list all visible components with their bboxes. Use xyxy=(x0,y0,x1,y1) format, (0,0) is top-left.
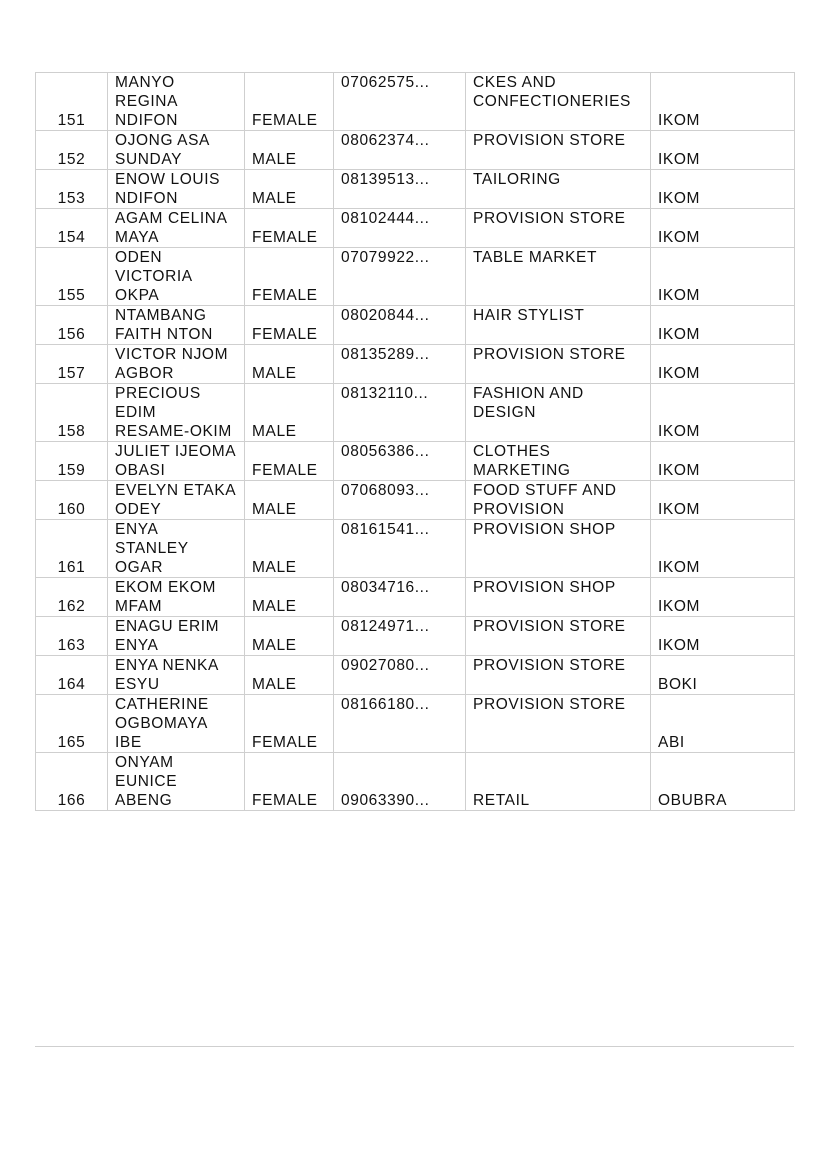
gender-cell-text: MALE xyxy=(252,151,297,168)
name-cell xyxy=(108,520,245,578)
table-row xyxy=(36,695,795,753)
business-cell-text: PROVISION STORE xyxy=(473,132,626,149)
business-cell xyxy=(466,131,651,170)
table-row xyxy=(36,384,795,442)
gender-cell xyxy=(245,345,334,384)
gender-cell xyxy=(245,209,334,248)
records-table-body xyxy=(36,73,795,811)
phone-cell-text: 09063390... xyxy=(341,792,430,809)
gender-cell-text: MALE xyxy=(252,559,297,576)
business-cell xyxy=(466,209,651,248)
gender-cell-text: FEMALE xyxy=(252,229,318,246)
phone-cell-text: 08132110... xyxy=(341,385,429,402)
name-cell-text: EVELYN ETAKA ODEY xyxy=(115,482,237,518)
business-cell xyxy=(466,656,651,695)
gender-cell-text: MALE xyxy=(252,423,297,440)
gender-cell-text: MALE xyxy=(252,365,297,382)
phone-cell xyxy=(334,442,466,481)
row-number-text: 160 xyxy=(57,501,86,518)
lga-cell xyxy=(651,306,795,345)
gender-cell-text: FEMALE xyxy=(252,287,318,304)
phone-cell-text: 08161541... xyxy=(341,521,430,538)
business-cell-text: PROVISION STORE xyxy=(473,346,626,363)
business-cell-text: TAILORING xyxy=(473,171,561,188)
lga-cell-text: IKOM xyxy=(658,326,701,343)
row-number-text: 158 xyxy=(57,423,86,440)
phone-cell xyxy=(334,578,466,617)
business-cell xyxy=(466,248,651,306)
table-row xyxy=(36,617,795,656)
lga-cell xyxy=(651,656,795,695)
lga-cell-text: IKOM xyxy=(658,365,701,382)
gender-cell-text: FEMALE xyxy=(252,792,318,809)
gender-cell xyxy=(245,170,334,209)
business-cell-text: FASHION AND DESIGN xyxy=(473,385,584,421)
gender-cell-text: MALE xyxy=(252,501,297,518)
name-cell xyxy=(108,753,245,811)
name-cell-text: CATHERINE OGBOMAYA IBE xyxy=(115,696,209,751)
phone-cell-text: 08056386... xyxy=(341,443,430,460)
business-cell-text: TABLE MARKET xyxy=(473,249,598,266)
business-cell xyxy=(466,384,651,442)
name-cell xyxy=(108,578,245,617)
lga-cell-text: ABI xyxy=(658,734,685,751)
row-number xyxy=(36,384,108,442)
lga-cell xyxy=(651,170,795,209)
row-number-text: 159 xyxy=(57,462,86,479)
lga-cell-text: IKOM xyxy=(658,190,701,207)
name-cell-text: MANYO REGINA NDIFON xyxy=(115,74,179,129)
row-number-text: 163 xyxy=(57,637,86,654)
name-cell-text: ENAGU ERIM ENYA xyxy=(115,618,220,654)
gender-cell xyxy=(245,73,334,131)
name-cell xyxy=(108,481,245,520)
business-cell xyxy=(466,695,651,753)
phone-cell-text: 08062374... xyxy=(341,132,430,149)
row-number xyxy=(36,345,108,384)
row-number xyxy=(36,578,108,617)
table-row xyxy=(36,170,795,209)
business-cell-text: PROVISION SHOP xyxy=(473,521,616,538)
lga-cell-text: IKOM xyxy=(658,501,701,518)
business-cell xyxy=(466,306,651,345)
name-cell xyxy=(108,695,245,753)
lga-cell-text: IKOM xyxy=(658,462,701,479)
row-number xyxy=(36,306,108,345)
phone-cell xyxy=(334,345,466,384)
lga-cell-text: IKOM xyxy=(658,598,701,615)
lga-cell xyxy=(651,131,795,170)
gender-cell xyxy=(245,306,334,345)
row-number-text: 154 xyxy=(57,229,86,246)
row-number-text: 153 xyxy=(57,190,86,207)
table-row xyxy=(36,442,795,481)
name-cell xyxy=(108,170,245,209)
gender-cell-text: MALE xyxy=(252,190,297,207)
lga-cell-text: BOKI xyxy=(658,676,698,693)
table-row xyxy=(36,578,795,617)
phone-cell-text: 08139513... xyxy=(341,171,430,188)
gender-cell xyxy=(245,617,334,656)
name-cell xyxy=(108,209,245,248)
name-cell-text: EKOM EKOM MFAM xyxy=(115,579,216,615)
row-number xyxy=(36,131,108,170)
footer-divider xyxy=(35,1046,794,1047)
name-cell-text: VICTOR NJOM AGBOR xyxy=(115,346,229,382)
gender-cell xyxy=(245,695,334,753)
row-number-text: 151 xyxy=(57,112,86,129)
table-row xyxy=(36,345,795,384)
row-number-text: 155 xyxy=(57,287,86,304)
business-cell xyxy=(466,170,651,209)
row-number-text: 157 xyxy=(57,365,86,382)
phone-cell xyxy=(334,695,466,753)
name-cell xyxy=(108,131,245,170)
name-cell-text: ENOW LOUIS NDIFON xyxy=(115,171,221,207)
business-cell xyxy=(466,578,651,617)
business-cell xyxy=(466,442,651,481)
lga-cell-text: IKOM xyxy=(658,229,701,246)
row-number xyxy=(36,520,108,578)
gender-cell xyxy=(245,481,334,520)
lga-cell-text: IKOM xyxy=(658,423,701,440)
name-cell xyxy=(108,384,245,442)
row-number xyxy=(36,481,108,520)
table-row xyxy=(36,131,795,170)
business-cell-text: FOOD STUFF AND PROVISION xyxy=(473,482,617,518)
name-cell xyxy=(108,73,245,131)
row-number xyxy=(36,248,108,306)
phone-cell xyxy=(334,656,466,695)
row-number-text: 165 xyxy=(57,734,86,751)
business-cell-text: PROVISION STORE xyxy=(473,210,626,227)
phone-cell xyxy=(334,170,466,209)
records-table xyxy=(35,72,795,811)
lga-cell-text: IKOM xyxy=(658,559,701,576)
phone-cell-text: 07062575... xyxy=(341,74,430,91)
phone-cell xyxy=(334,617,466,656)
name-cell-text: JULIET IJEOMA OBASI xyxy=(115,443,237,479)
business-cell-text: HAIR STYLIST xyxy=(473,307,585,324)
business-cell-text: CKES AND CONFECTIONERIES xyxy=(473,74,631,110)
name-cell-text: ENYA NENKA ESYU xyxy=(115,657,219,693)
gender-cell xyxy=(245,578,334,617)
table-row xyxy=(36,753,795,811)
lga-cell xyxy=(651,695,795,753)
lga-cell xyxy=(651,345,795,384)
table-row xyxy=(36,481,795,520)
lga-cell xyxy=(651,384,795,442)
name-cell-text: ODEN VICTORIA OKPA xyxy=(115,249,193,304)
phone-cell-text: 09027080... xyxy=(341,657,430,674)
lga-cell-text: IKOM xyxy=(658,287,701,304)
gender-cell-text: FEMALE xyxy=(252,326,318,343)
business-cell-text: PROVISION STORE xyxy=(473,657,626,674)
gender-cell xyxy=(245,753,334,811)
name-cell xyxy=(108,345,245,384)
row-number xyxy=(36,617,108,656)
phone-cell-text: 07068093... xyxy=(341,482,430,499)
phone-cell xyxy=(334,481,466,520)
lga-cell-text: OBUBRA xyxy=(658,792,728,809)
name-cell-text: NTAMBANG FAITH NTON xyxy=(115,307,213,343)
phone-cell xyxy=(334,131,466,170)
gender-cell xyxy=(245,656,334,695)
lga-cell xyxy=(651,481,795,520)
business-cell-text: PROVISION STORE xyxy=(473,618,626,635)
lga-cell-text: IKOM xyxy=(658,112,701,129)
phone-cell-text: 08124971... xyxy=(341,618,430,635)
name-cell xyxy=(108,656,245,695)
business-cell xyxy=(466,753,651,811)
business-cell xyxy=(466,617,651,656)
row-number xyxy=(36,656,108,695)
phone-cell xyxy=(334,520,466,578)
lga-cell xyxy=(651,520,795,578)
gender-cell-text: MALE xyxy=(252,598,297,615)
lga-cell xyxy=(651,753,795,811)
name-cell-text: ENYA STANLEY OGAR xyxy=(115,521,189,576)
business-cell xyxy=(466,520,651,578)
gender-cell-text: MALE xyxy=(252,637,297,654)
row-number xyxy=(36,73,108,131)
business-cell-text: PROVISION SHOP xyxy=(473,579,616,596)
row-number-text: 152 xyxy=(57,151,86,168)
name-cell-text: OJONG ASA SUNDAY xyxy=(115,132,210,168)
name-cell xyxy=(108,617,245,656)
table-row xyxy=(36,209,795,248)
lga-cell xyxy=(651,578,795,617)
phone-cell xyxy=(334,753,466,811)
row-number xyxy=(36,170,108,209)
row-number xyxy=(36,753,108,811)
gender-cell xyxy=(245,384,334,442)
name-cell xyxy=(108,248,245,306)
phone-cell-text: 08102444... xyxy=(341,210,430,227)
business-cell-text: RETAIL xyxy=(473,792,530,809)
row-number-text: 166 xyxy=(57,792,86,809)
gender-cell-text: FEMALE xyxy=(252,112,318,129)
row-number xyxy=(36,695,108,753)
phone-cell-text: 08034716... xyxy=(341,579,430,596)
phone-cell-text: 08166180... xyxy=(341,696,430,713)
business-cell-text: PROVISION STORE xyxy=(473,696,626,713)
phone-cell xyxy=(334,306,466,345)
business-cell xyxy=(466,481,651,520)
phone-cell xyxy=(334,384,466,442)
lga-cell xyxy=(651,73,795,131)
lga-cell xyxy=(651,617,795,656)
lga-cell-text: IKOM xyxy=(658,151,701,168)
gender-cell-text: MALE xyxy=(252,676,297,693)
gender-cell xyxy=(245,442,334,481)
row-number xyxy=(36,209,108,248)
name-cell xyxy=(108,306,245,345)
row-number-text: 164 xyxy=(57,676,86,693)
phone-cell-text: 08135289... xyxy=(341,346,430,363)
name-cell-text: AGAM CELINA MAYA xyxy=(115,210,228,246)
name-cell-text: ONYAM EUNICE ABENG xyxy=(115,754,178,809)
business-cell xyxy=(466,345,651,384)
row-number xyxy=(36,442,108,481)
phone-cell xyxy=(334,248,466,306)
gender-cell-text: FEMALE xyxy=(252,462,318,479)
table-row xyxy=(36,248,795,306)
table-row xyxy=(36,73,795,131)
row-number-text: 156 xyxy=(57,326,86,343)
lga-cell-text: IKOM xyxy=(658,637,701,654)
gender-cell-text: FEMALE xyxy=(252,734,318,751)
gender-cell xyxy=(245,520,334,578)
phone-cell xyxy=(334,209,466,248)
table-row xyxy=(36,656,795,695)
row-number-text: 162 xyxy=(57,598,86,615)
lga-cell xyxy=(651,442,795,481)
row-number-text: 161 xyxy=(57,559,86,576)
gender-cell xyxy=(245,131,334,170)
gender-cell xyxy=(245,248,334,306)
table-row xyxy=(36,520,795,578)
lga-cell xyxy=(651,209,795,248)
phone-cell-text: 07079922... xyxy=(341,249,430,266)
business-cell xyxy=(466,73,651,131)
name-cell xyxy=(108,442,245,481)
lga-cell xyxy=(651,248,795,306)
table-row xyxy=(36,306,795,345)
phone-cell-text: 08020844... xyxy=(341,307,430,324)
name-cell-text: PRECIOUS EDIM RESAME-OKIM xyxy=(115,385,232,440)
business-cell-text: CLOTHES MARKETING xyxy=(473,443,571,479)
phone-cell xyxy=(334,73,466,131)
